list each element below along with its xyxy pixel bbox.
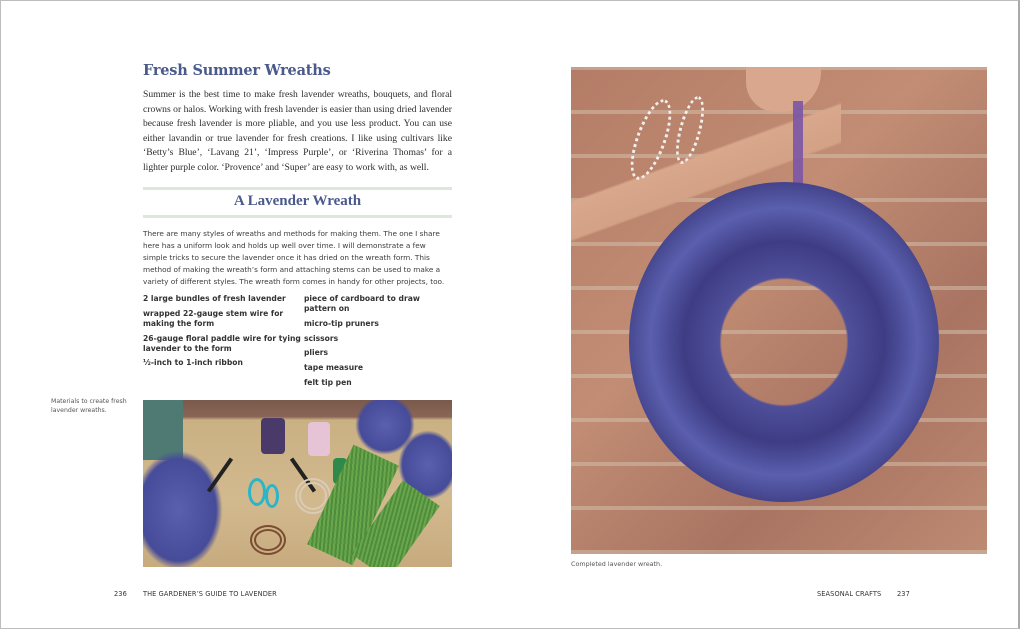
page-number-left: 236 <box>114 590 127 598</box>
materials-list <box>143 294 452 393</box>
material-item: scissors <box>304 333 339 343</box>
running-head-right: SEASONAL CRAFTS <box>817 590 882 598</box>
wreath-photo-caption: Completed lavender wreath. <box>571 560 663 568</box>
divider-bottom <box>143 215 452 218</box>
project-title: A Lavender Wreath <box>233 193 362 209</box>
pink-ribbon-spool <box>308 422 330 456</box>
page-number-right: 237 <box>897 590 910 598</box>
material-item: piece of cardboard to draw pattern on <box>304 294 420 313</box>
material-item: tape measure <box>304 363 363 373</box>
material-item: ½-inch to 1-inch ribbon <box>143 358 243 368</box>
purple-ribbon-spool <box>261 418 285 454</box>
materials-photo-caption: Materials to create fresh lavender wreaths. <box>51 398 127 414</box>
materials-column-left <box>143 294 304 393</box>
lavender-wreath <box>629 182 939 502</box>
material-item: pliers <box>304 348 329 358</box>
material-item: micro-tip pruners <box>304 318 379 328</box>
running-head-left: THE GARDENER’S GUIDE TO LAVENDER <box>143 590 277 598</box>
project-paragraph: There are many styles of wreaths and methods for making them. The one I share here has a uniform look and holds up well over time. I will demonstrate a few simple tricks to secure the lavender once it has dried on the wreath form. This method of making the wreath’s form and attaching stems can be used to make a variety of different styles. The wreath form comes in handy for other projects, too. <box>143 229 445 286</box>
lavender-wreath-partial <box>143 450 223 567</box>
stem-wire-coil <box>250 525 286 555</box>
scissors-shape-2 <box>265 484 279 508</box>
section-title: Fresh Summer Wreaths <box>143 62 331 79</box>
wreath-photo <box>571 67 987 554</box>
material-item: 2 large bundles of fresh lavender <box>143 294 286 303</box>
materials-column-right <box>304 294 452 393</box>
materials-photo <box>143 400 452 567</box>
material-item: wrapped 22-gauge stem wire for making the form <box>143 308 284 328</box>
material-item: 26-gauge floral paddle wire for tying lavender to the form <box>143 333 301 353</box>
divider-top <box>143 187 452 190</box>
purple-ribbon <box>793 101 803 186</box>
intro-paragraph: Summer is the best time to make fresh lavender wreaths, bouquets, and floral crowns or halos. Working with fresh lavender is easier than using dried lavender because fresh lavender is more pliable, and you use less product. You can use either lavandin or true lavender for fresh creations. I like using cultivars like ‘Betty’s Blue’, ‘Lavang 21’, ‘Impress Purple’, or ‘Riverina Thomas’ for a lighter purple color. ‘Provence’ and ‘Super’ are easy to work with, as well. <box>143 89 452 173</box>
material-item: felt tip pen <box>304 377 352 387</box>
scissors-shape <box>248 478 266 506</box>
